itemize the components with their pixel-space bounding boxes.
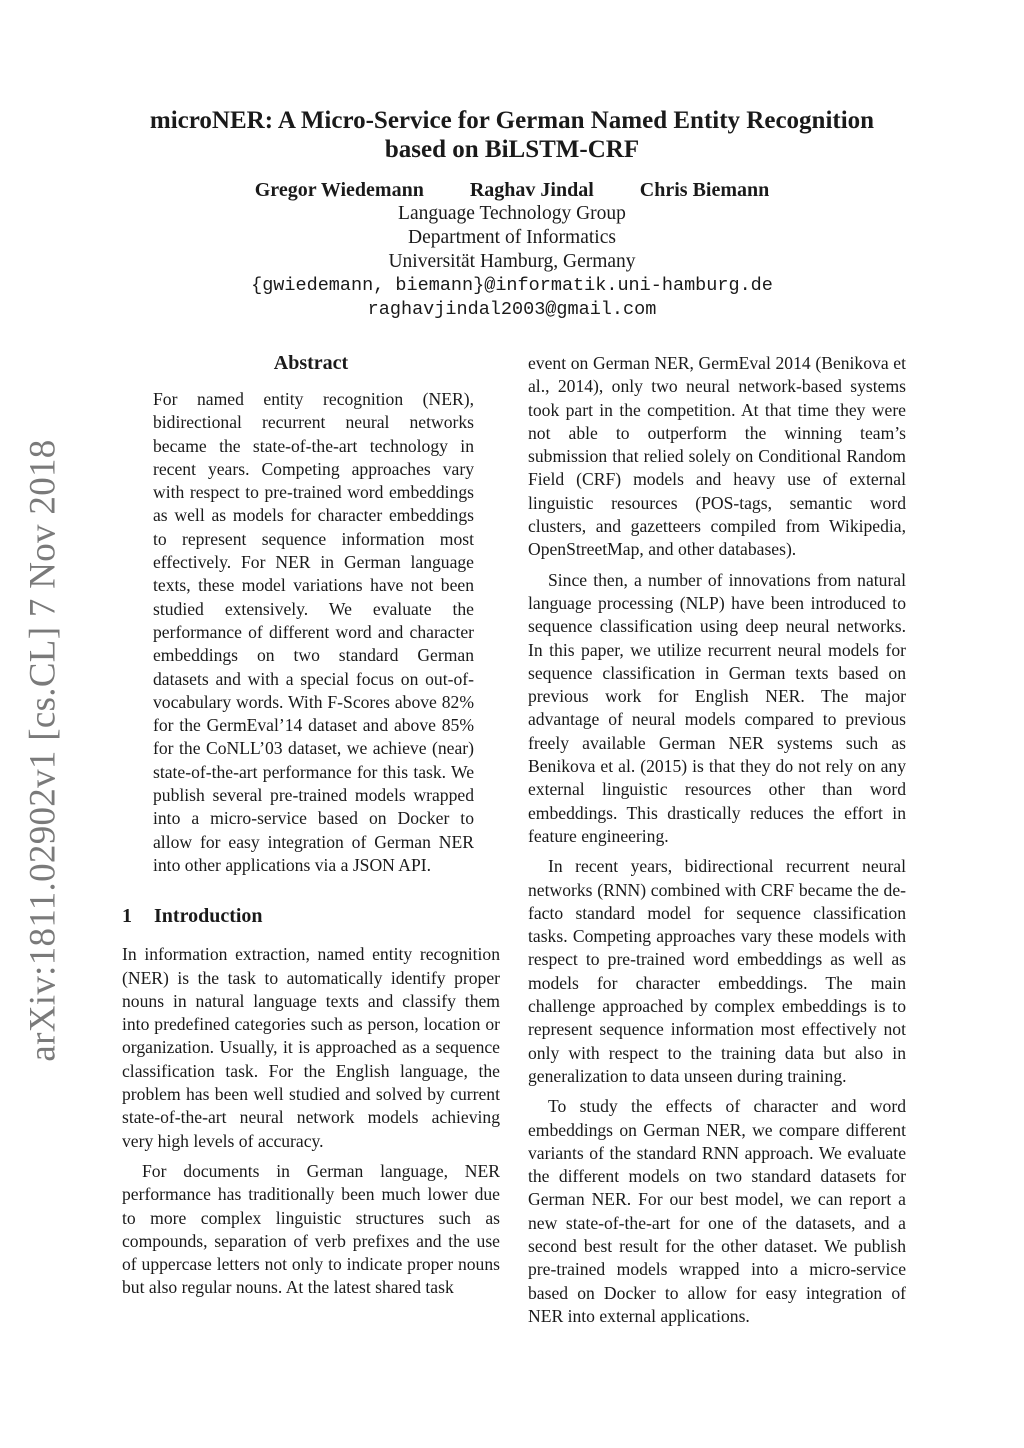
author-name: Raghav Jindal [469, 179, 594, 201]
author-email: raghavjindal2003@gmail.com [367, 299, 657, 320]
abstract-heading: Abstract [273, 352, 349, 374]
body-paragraph: event on German NER, GermEval 2014 (Benikova et al., 2014), only two neural network-based systems took part in the competition. At that time they were not able to outperform the winning team’s submission that relied solely on Conditional Random Field (CRF) models and heavy use of external linguistic resources (POS-tags, semantic word clusters, and gazetteers compiled from Wikipedia, OpenStreetMap, and other databases). [528, 353, 906, 560]
section-heading [122, 903, 500, 929]
section-number: 1 [122, 905, 132, 928]
body-paragraph: Since then, a number of innovations from natural language processing (NLP) have been introduced to sequence classification using deep neural networks. In this paper, we utilize recurrent neural models for sequence classification in German texts based on previous work for English NER. The major advantage of neural models compared to previous freely available German NER systems such as Benikova et al. (2015) is that they do not rely on any external linguistic resources other than word embeddings. This drastically reduces the effort in feature engineering. [528, 569, 906, 846]
affiliation-block [120, 202, 904, 322]
body-paragraph: In information extraction, named entity recognition (NER) is the task to automatically identify proper nouns in natural language texts and classify them into predefined categories such as person, location or organization. Usually, it is approached as a sequence classification task. For the English language, the problem has been well studied and solved by current state-of-the-art neural network models achieving very high levels of accuracy. [122, 944, 500, 1151]
author-name: Chris Biemann [639, 179, 770, 201]
title-line-1: microNER: A Micro-Service for German Named Entity Recognition [149, 107, 875, 134]
body-paragraph: To study the effects of character and word embeddings on German NER, we compare different variants of the standard RNN approach. We evaluate the different models on two standard datasets for German NER. For our best model, we can report a new state-of-the-art for one of the datasets, and a second best result for the other dataset. We publish pre-trained models wrapped into a micro-service based on Docker to allow for easy integration of NER into external applications. [528, 1096, 906, 1326]
right-column [528, 352, 906, 1328]
arxiv-sidebar [14, 438, 72, 1062]
author-list [120, 178, 904, 202]
affiliation-group: Language Technology Group [398, 203, 626, 224]
affiliation-department: Department of Informatics [408, 227, 616, 248]
affiliation-university: Universität Hamburg, Germany [388, 251, 636, 272]
title-line-2: based on BiLSTM-CRF [384, 136, 640, 163]
body-paragraph: In recent years, bidirectional recurrent neural networks (RNN) combined with CRF became the de-facto standard model for sequence classification tasks. Competing approaches vary these models with respect to pre-trained word embeddings as well as models for character embeddings. The main challenge approached by complex embeddings is to represent sequence information most effectively not only with respect to the training data but also in generalization to data unseen during training. [528, 856, 906, 1086]
body-paragraph: For documents in German language, NER performance has traditionally been much lower due to more complex linguistic structures such as compounds, separation of verb prefixes and the use of uppercase letters not only to indicate proper nouns but also regular nouns. At the latest shared task [122, 1160, 500, 1298]
abstract-text: For named entity recognition (NER), bidirectional recurrent neural networks became the state-of-the-art technology in recent years. Competing approaches vary with respect to pre-trained word embeddings as well as models for character embeddings to represent sequence information most effectively. For NER in German language texts, these model variations have not been studied extensively. We evaluate the performance of different word and character embeddings on two standard German datasets and with a special focus on out-of-vocabulary words. With F-Scores above 82% for the GermEval’14 dataset and above 85% for the CoNLL’03 dataset, we achieve (near) state-of-the-art performance for this task. We publish several pre-trained models wrapped into a micro-service based on Docker to allow for easy integration of German NER into other applications via a JSON API. [153, 389, 474, 875]
left-column [122, 350, 500, 1300]
author-email: {gwiedemann, biemann}@informatik.uni-hamburg.de [251, 275, 773, 296]
paper-title [120, 106, 904, 164]
section-title: Introduction [154, 905, 263, 928]
author-name: Gregor Wiedemann [254, 179, 424, 201]
arxiv-identifier: arXiv:1811.02902v1 [cs.CL] 7 Nov 2018 [22, 438, 64, 1062]
